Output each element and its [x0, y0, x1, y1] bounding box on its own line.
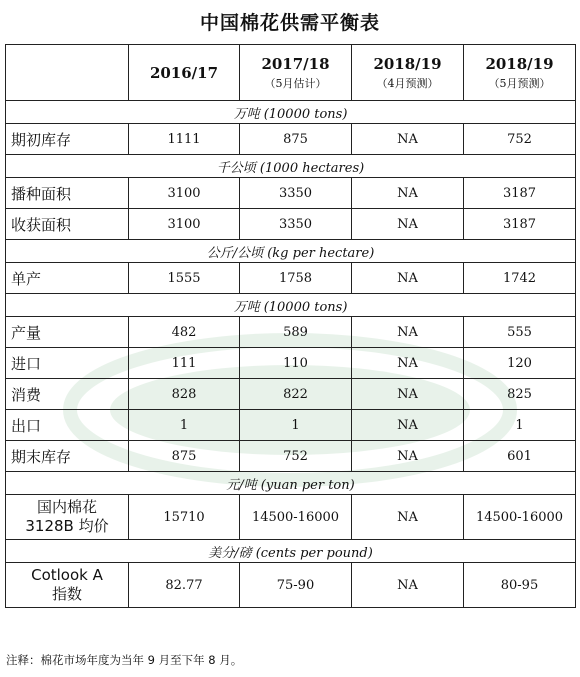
table-cell: 828 [129, 379, 240, 410]
row-label: 国内棉花 3128B 均价 [6, 495, 129, 540]
table-cell: 875 [129, 441, 240, 472]
header-col-2: 2017/18 （5月估计） [240, 45, 352, 101]
table-row [6, 441, 576, 472]
table-cell: 3187 [464, 178, 576, 209]
table-cell: 1111 [129, 124, 240, 155]
table-cell: 1 [129, 410, 240, 441]
table-cell: 75-90 [240, 563, 352, 608]
row-label: 单产 [6, 263, 129, 294]
table-cell: NA [352, 495, 464, 540]
table-cell: 120 [464, 348, 576, 379]
unit-row: 万吨 (10000 tons) [6, 101, 576, 124]
unit-row: 万吨 (10000 tons) [6, 294, 576, 317]
table-row [6, 410, 576, 441]
table-cell: NA [352, 348, 464, 379]
table-row [6, 563, 576, 608]
table-row [6, 317, 576, 348]
table-cell: 822 [240, 379, 352, 410]
table-row [6, 263, 576, 294]
table-cell: NA [352, 317, 464, 348]
table-cell: 825 [464, 379, 576, 410]
unit-row: 美分/磅 (cents per pound) [6, 540, 576, 563]
unit-row: 元/吨 (yuan per ton) [6, 472, 576, 495]
table-cell: 1758 [240, 263, 352, 294]
unit-row: 千公顷 (1000 hectares) [6, 155, 576, 178]
footnote: 注释：棉花市场年度为当年 9 月至下年 8 月。 [6, 653, 243, 667]
table-cell: NA [352, 410, 464, 441]
table-cell: 3100 [129, 209, 240, 240]
table-cell: 875 [240, 124, 352, 155]
table-cell: 1 [464, 410, 576, 441]
header-row [6, 45, 576, 101]
row-label: 播种面积 [6, 178, 129, 209]
header-corner [6, 45, 129, 101]
table-row [6, 495, 576, 540]
balance-table [5, 44, 576, 608]
table-row [6, 348, 576, 379]
table-row [6, 178, 576, 209]
table-row [6, 124, 576, 155]
header-col-4: 2018/19 （5月预测） [464, 45, 576, 101]
row-label: 消费 [6, 379, 129, 410]
row-label: Cotlook A 指数 [6, 563, 129, 608]
table-cell: 1742 [464, 263, 576, 294]
table-cell: 14500-16000 [464, 495, 576, 540]
table-cell: 3187 [464, 209, 576, 240]
table-cell: 752 [240, 441, 352, 472]
header-col-1: 2016/17 [129, 45, 240, 101]
unit-row: 公斤/公顷 (kg per hectare) [6, 240, 576, 263]
row-label: 收获面积 [6, 209, 129, 240]
table-cell: 1 [240, 410, 352, 441]
table-cell: 3350 [240, 178, 352, 209]
table-cell: 14500-16000 [240, 495, 352, 540]
row-label: 进口 [6, 348, 129, 379]
table-cell: 110 [240, 348, 352, 379]
table-row [6, 209, 576, 240]
table-cell: 111 [129, 348, 240, 379]
table-cell: 752 [464, 124, 576, 155]
row-label: 期末库存 [6, 441, 129, 472]
table-cell: 15710 [129, 495, 240, 540]
header-col-3: 2018/19 （4月预测） [352, 45, 464, 101]
row-label: 期初库存 [6, 124, 129, 155]
row-label: 产量 [6, 317, 129, 348]
table-cell: NA [352, 178, 464, 209]
table-row [6, 379, 576, 410]
table-cell: NA [352, 441, 464, 472]
table-cell: NA [352, 263, 464, 294]
table-cell: 482 [129, 317, 240, 348]
table-cell: 555 [464, 317, 576, 348]
page-title: 中国棉花供需平衡表 [199, 12, 380, 34]
table-cell: 1555 [129, 263, 240, 294]
table-cell: NA [352, 563, 464, 608]
table-cell: 601 [464, 441, 576, 472]
row-label: 出口 [6, 410, 129, 441]
table-cell: NA [352, 124, 464, 155]
table-cell: 589 [240, 317, 352, 348]
table-cell: 82.77 [129, 563, 240, 608]
table-cell: NA [352, 379, 464, 410]
table-cell: 80-95 [464, 563, 576, 608]
table-cell: NA [352, 209, 464, 240]
table-cell: 3100 [129, 178, 240, 209]
table-cell: 3350 [240, 209, 352, 240]
